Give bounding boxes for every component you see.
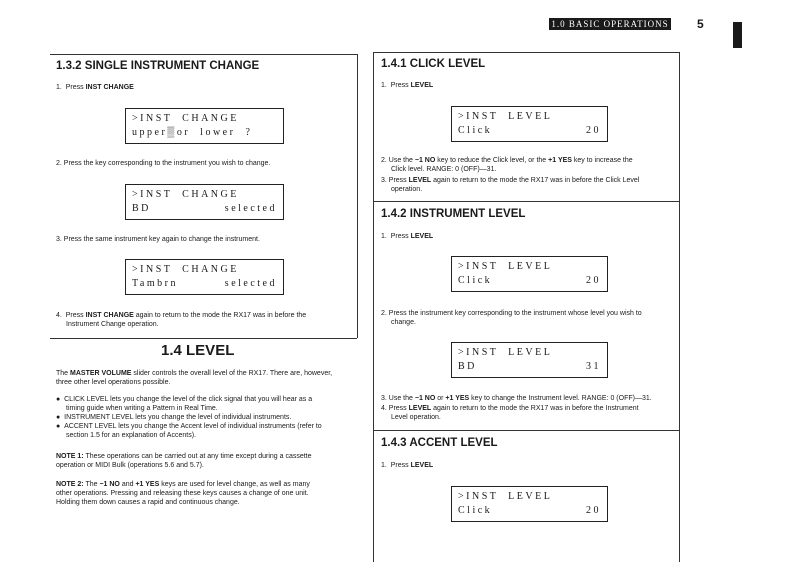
column-left-rule [373, 52, 374, 562]
section-title-1-4-3: 1.4.3 ACCENT LEVEL [381, 437, 498, 449]
lcd-line-2-right: selected [224, 278, 277, 289]
lcd-display-1 [125, 108, 284, 144]
lcd-line-2: upper▒or lower ? [132, 127, 253, 138]
lcd-line-1: >INST LEVEL [458, 347, 553, 358]
section-divider [373, 201, 679, 202]
lcd-display-3 [125, 259, 284, 295]
lcd-display-2 [125, 184, 284, 220]
lcd-line-2-left: Click [458, 275, 493, 286]
step-2: 2. Use the −1 NO key to reduce the Click level, or the +1 YES key to increase the Click level. RANGE: 0 (OFF)—31. [381, 157, 633, 173]
step-3: 3. Press LEVEL again to return to the mode the RX17 was in before the Click Level operation. [381, 177, 640, 193]
section-title-1-3-2: 1.3.2 SINGLE INSTRUMENT CHANGE [56, 60, 260, 72]
section-right-rule [357, 54, 358, 338]
step-3: 3. Use the −1 NO or +1 YES key to change the Instrument level. RANGE: 0 (OFF)—31. [381, 395, 652, 402]
section-divider [373, 430, 679, 431]
step-3: 3. Press the same instrument key again to change the instrument. [56, 236, 260, 243]
list-item: ● ACCENT LEVEL lets you change the Accent level of individual instruments (refer to section 1.5 for an explanation of Accents). [56, 423, 322, 439]
lcd-line-2-left: Click [458, 125, 493, 136]
section-title-1-4-2: 1.4.2 INSTRUMENT LEVEL [381, 208, 526, 220]
list-item: ● INSTRUMENT LEVEL lets you change the level of individual instruments. [56, 414, 292, 421]
step-2: 2. Press the instrument key corresponding to the instrument whose level you wish to change. [381, 310, 642, 326]
section-bottom-rule [50, 338, 357, 339]
lcd-line-2-left: Click [458, 505, 493, 516]
lcd-display-click-level [451, 106, 608, 142]
intro-paragraph: The MASTER VOLUME slider controls the overall level of the RX17. There are, however, three other level operations possible. [56, 370, 333, 386]
step-4: 4. Press LEVEL again to return to the mode the RX17 was in before the Instrument Level operation. [381, 405, 639, 421]
lcd-line-1: >INST CHANGE [132, 264, 239, 275]
lcd-line-2-left: BD [132, 203, 151, 214]
lcd-line-2-left: BD [458, 361, 477, 372]
section-top-rule [373, 52, 679, 53]
section-title-1-4-1: 1.4.1 CLICK LEVEL [381, 58, 486, 70]
lcd-line-2-right: 20 [586, 125, 601, 136]
lcd-display-inst-level-2 [451, 342, 608, 378]
page-number: 5 [697, 17, 704, 31]
column-right-rule [679, 52, 680, 562]
lcd-line-1: >INST LEVEL [458, 261, 553, 272]
note-2: NOTE 2: The −1 NO and +1 YES keys are used for level change, as well as many other operations. Pressing and releasing these keys causes a change of one unit. Holding them down causes a rapid and continuous change. [56, 481, 310, 506]
bullet-list [56, 395, 356, 440]
lcd-display-inst-level-1 [451, 256, 608, 292]
lcd-line-2-right: 20 [586, 275, 601, 286]
step-4: 4. Press INST CHANGE again to return to the mode the RX17 was in before the Instrument Change operation. [56, 312, 307, 328]
lcd-line-1: >INST LEVEL [458, 111, 553, 122]
lcd-line-2-right: 20 [586, 505, 601, 516]
note-1: NOTE 1: These operations can be carried out at any time except during a cassette operation or MIDI Bulk (operations 5.6 and 5.7). [56, 453, 312, 469]
step-2: 2. Press the key corresponding to the instrument you wish to change. [56, 160, 271, 167]
page-edge-tab [733, 22, 742, 48]
lcd-line-1: >INST CHANGE [132, 113, 239, 124]
section-title-1-4: 1.4 LEVEL [161, 342, 235, 359]
lcd-line-1: >INST LEVEL [458, 491, 553, 502]
lcd-line-1: >INST CHANGE [132, 189, 239, 200]
step-1: 1. Press LEVEL [381, 82, 434, 89]
lcd-line-2-right: selected [224, 203, 277, 214]
section-header-band: 1.0 BASIC OPERATIONS [549, 18, 671, 30]
list-item: ● CLICK LEVEL lets you change the level of the click signal that you will hear as a timing guide when writing a Pattern in Real Time. [56, 396, 313, 412]
step-1: 1. Press LEVEL [381, 462, 434, 469]
step-1: 1. Press INST CHANGE [56, 84, 134, 91]
lcd-line-2-right: 31 [586, 361, 601, 372]
lcd-display-accent-level [451, 486, 608, 522]
step-1: 1. Press LEVEL [381, 233, 434, 240]
section-top-rule [50, 54, 357, 55]
lcd-line-2-left: Tambrn [132, 278, 178, 289]
